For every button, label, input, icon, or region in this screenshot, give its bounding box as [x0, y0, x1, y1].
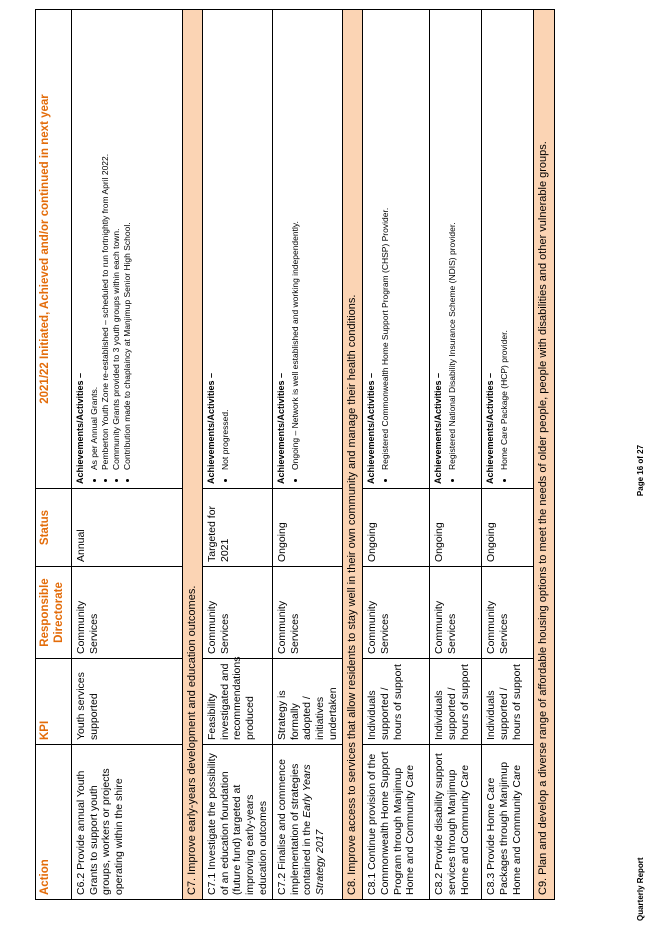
achievements-list [89, 14, 132, 484]
achievements-cell [72, 10, 183, 489]
achievements-list [447, 14, 457, 484]
footer-page-number: Page 16 of 27 [636, 444, 645, 497]
action-plan-table [35, 9, 555, 900]
action-cell: C8.2 Provide disability support services through Manjimup Home and Community Care [430, 745, 482, 900]
list-item: • Home Care Package (HCP) provider. [499, 14, 509, 470]
directorate-cell: Community Services [482, 567, 534, 659]
achievements-title: Achievements/Activities – [75, 372, 85, 484]
directorate-cell: Community Services [203, 567, 273, 659]
achievements-title: Achievements/Activities – [276, 372, 287, 484]
achievements-title: Achievements/Activities – [206, 372, 217, 484]
kpi-cell: Strategy is formally adopted / initiatives undertaken [273, 659, 343, 745]
list-item: • As per Annual Grants. [89, 14, 99, 470]
directorate-cell: Community Services [430, 567, 482, 659]
section-row-c7 [183, 10, 203, 900]
section-heading-c7: C7. Improve early-years development and education outcomes. [183, 10, 203, 900]
achievements-cell [273, 10, 343, 489]
achievements-list [290, 14, 300, 484]
table-row-c8-3 [482, 10, 534, 900]
achievements-cell [363, 10, 430, 489]
kpi-cell: Feasibility investigated and recommendations produced [203, 659, 273, 745]
list-item: • Ongoing – Network is well established and working independently. [290, 14, 300, 470]
status-cell: Targeted for 2021 [203, 489, 273, 567]
table-row-c7-2 [273, 10, 343, 900]
kpi-cell: Individuals supported / hours of support [363, 659, 430, 745]
achievements-title: Achievements/Activities – [485, 372, 496, 484]
table-row-c6-2 [72, 10, 183, 900]
achievements-list [380, 14, 390, 484]
status-cell: Annual [72, 489, 183, 567]
list-item: • Registered National Disability Insurance Scheme (NDIS) provider. [447, 14, 457, 470]
action-cell: C8.3 Provide Home Care Packages through Manjimup Home and Community Care [482, 745, 534, 900]
achievements-list [220, 14, 230, 484]
table-row-c8-2 [430, 10, 482, 900]
header-kpi: KPI [36, 659, 72, 745]
achievements-title: Achievements/Activities – [366, 372, 377, 484]
table-row-c7-1 [203, 10, 273, 900]
directorate-cell: Community Services [72, 567, 183, 659]
action-cell: C6.2 Provide annual Youth Grants to support youth groups, workers or projects operating within the shire [72, 745, 183, 900]
action-cell: C8.1 Continue provision of the Commonwealth Home Support Program through Manjimup Home and Community Care [363, 745, 430, 900]
section-heading-c8: C8. Improve access to services that allow residents to stay well in their own community and manage their health conditions. [343, 10, 363, 900]
header-directorate: Responsible Directorate [36, 567, 72, 659]
achievements-cell [203, 10, 273, 489]
achievements-cell [430, 10, 482, 489]
achievements-cell [482, 10, 534, 489]
kpi-cell: Individuals supported / hours of support [430, 659, 482, 745]
section-row-c8 [343, 10, 363, 900]
header-initiated: 2021/22 Initiated, Achieved and/or continued in next year [36, 10, 72, 489]
directorate-cell: Community Services [273, 567, 343, 659]
section-row-c9 [534, 10, 554, 900]
section-heading-c9: C9. Plan and develop a diverse range of affordable housing options to meet the needs of older people, people with disabilities and other vulnerable groups. [534, 10, 554, 900]
list-item: • Registered Commonwealth Home Support Program (CHSP) Provider. [380, 14, 390, 470]
kpi-cell: Youth services supported [72, 659, 183, 745]
status-cell: Ongoing [363, 489, 430, 567]
header-status: Status [36, 489, 72, 567]
action-cell: C7.1 Investigate the possibility of an education foundation (future fund) targeted at improving early-years education outcomes [203, 745, 273, 900]
directorate-cell: Community Services [363, 567, 430, 659]
strategy-title: Early Years Strategy 2017 [301, 764, 326, 895]
action-cell [273, 745, 343, 900]
status-cell: Ongoing [273, 489, 343, 567]
header-action: Action [36, 745, 72, 900]
status-cell: Ongoing [430, 489, 482, 567]
achievements-list [499, 14, 509, 484]
header-row [36, 10, 72, 900]
list-item: • Community Grants provided to 3 youth groups within each town. [111, 14, 121, 470]
footer-report-title: Quarterly Report [636, 857, 645, 921]
achievements-title: Achievements/Activities – [433, 372, 444, 484]
status-cell: Ongoing [482, 489, 534, 567]
kpi-cell: Individuals supported / hours of support [482, 659, 534, 745]
list-item: • Not progressed. [220, 14, 230, 470]
action-text: C7.2 Finalise and commence implementation of strategies contained in the [276, 759, 314, 895]
list-item: • Contribution made to chaplaincy at Manjimup Senior High School. [122, 14, 132, 470]
list-item: • Pemberton Youth Zone re-established – scheduled to run fortnightly from April 2022. [100, 14, 110, 470]
table-row-c8-1 [363, 10, 430, 900]
